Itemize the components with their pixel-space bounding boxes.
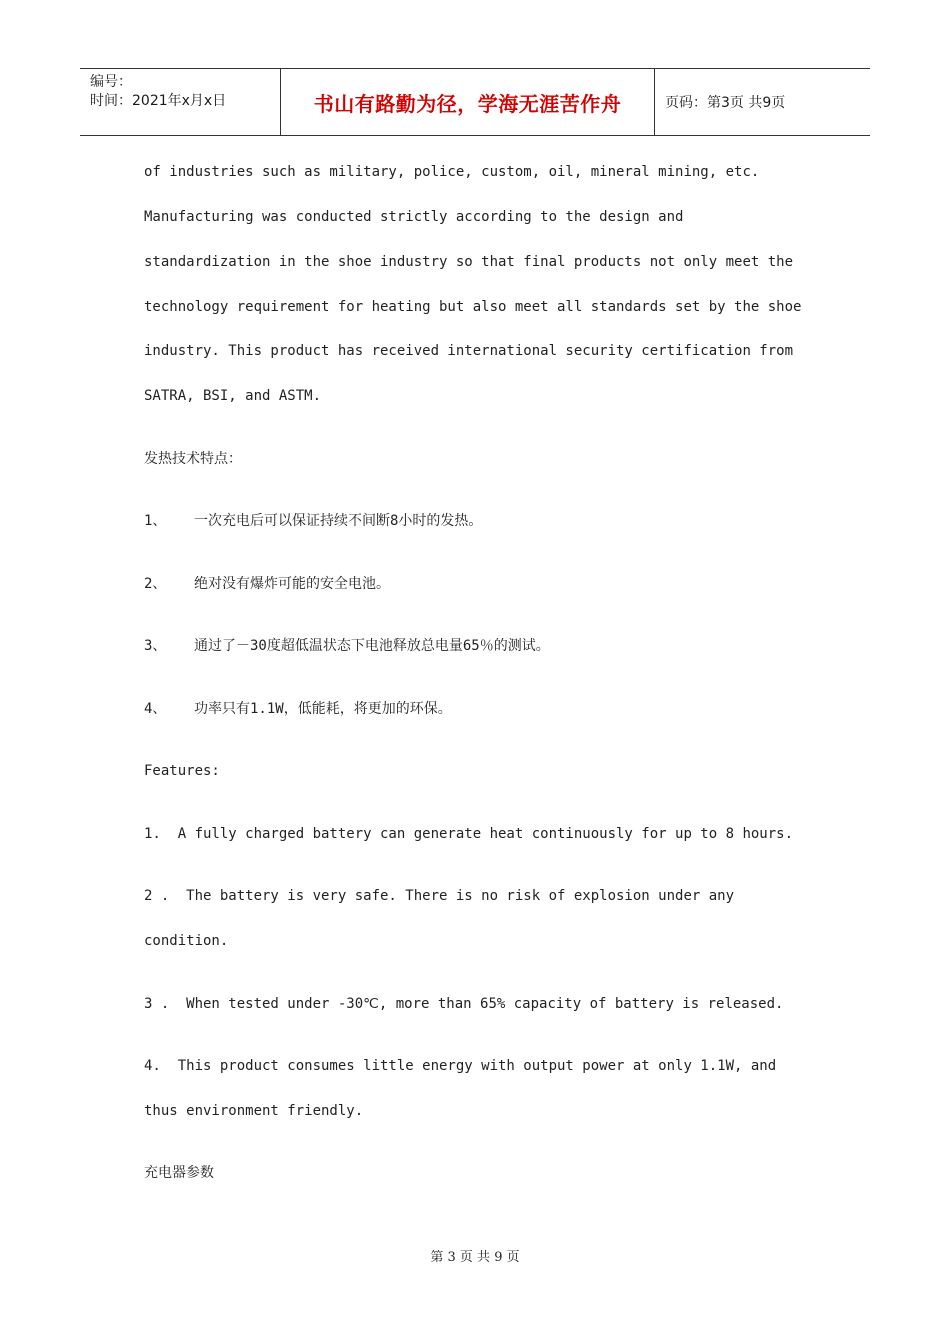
heat-feature-item — [144, 574, 390, 594]
paragraph-line: of industries such as military, police, custom, oil, mineral mining, etc. — [144, 164, 760, 180]
item-text: 绝对没有爆炸可能的安全电池。 — [194, 576, 390, 592]
charger-params-heading: 充电器参数 — [144, 1165, 214, 1181]
header-meta — [90, 73, 226, 111]
feature-line: 2 . The battery is very safe. There is no risk of explosion under any — [144, 888, 735, 904]
document-number-label: 编号： — [90, 74, 132, 90]
item-text: 功率只有1.1W，低能耗，将更加的环保。 — [194, 701, 452, 717]
item-number: 2、 — [144, 576, 167, 592]
paragraph-line: standardization in the shoe industry so that final products not only meet the — [144, 254, 794, 270]
page-footer: 第 3 页 共 9 页 — [430, 1250, 520, 1265]
feature-line: condition. — [144, 933, 229, 949]
feature-line: 4. This product consumes little energy with output power at only 1.1W, and — [144, 1058, 777, 1074]
header-page-info: 页码：第3页 共9页 — [665, 95, 786, 111]
heat-features-heading: 发热技术特点： — [144, 451, 242, 467]
paragraph-line: Manufacturing was conducted strictly according to the design and — [144, 209, 684, 225]
heat-feature-item — [144, 511, 482, 531]
feature-line: 3 . When tested under -30℃, more than 65% capacity of battery is released. — [144, 996, 784, 1012]
feature-line: 1. A fully charged battery can generate heat continuously for up to 8 hours. — [144, 826, 794, 842]
page-header — [80, 68, 870, 136]
paragraph-line: SATRA, BSI, and ASTM. — [144, 388, 322, 404]
document-date-label: 时间：2021年x月x日 — [90, 93, 227, 109]
item-text: 一次充电后可以保证持续不间断8小时的发热。 — [194, 513, 483, 529]
heat-feature-item — [144, 699, 452, 719]
item-number: 1、 — [144, 513, 167, 529]
item-number: 3、 — [144, 638, 167, 654]
paragraph-line: industry. This product has received international security certification from — [144, 343, 794, 359]
heat-feature-item — [144, 636, 550, 656]
item-text: 通过了－30度超低温状态下电池释放总电量65％的测试。 — [194, 638, 550, 654]
features-heading: Features: — [144, 763, 220, 779]
paragraph-line: technology requirement for heating but also meet all standards set by the shoe — [144, 299, 802, 315]
header-divider — [654, 69, 655, 135]
header-motto: 书山有路勤为径，学海无涯苦作舟 — [313, 91, 622, 116]
feature-line: thus environment friendly. — [144, 1103, 364, 1119]
item-number: 4、 — [144, 701, 167, 717]
